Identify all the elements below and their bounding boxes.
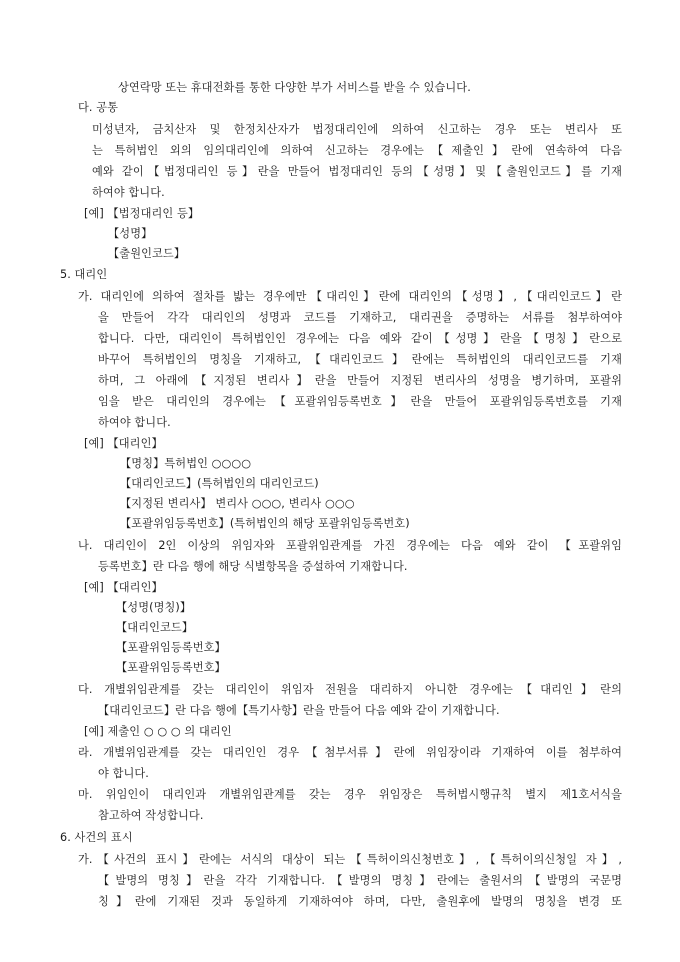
text-line: 예와 같이【법정대리인 등】란을 만들어 법정대리인 등의【성명】및【출원인코드】를 기재 bbox=[92, 165, 622, 178]
example-item: 【지정된 변리사】 변리사 ○○○, 변리사 ○○○ bbox=[120, 497, 355, 510]
text-line: 【발명의 명칭】란을 각각 기재합니다.【발명의 명칭】란에는 출원서의【발명의 국문명 bbox=[98, 874, 622, 887]
text-line: 다. 개별위임관계를 갖는 대리인이 위임자 전원을 대리하지 아니한 경우에는【대리인】란의 bbox=[78, 683, 622, 696]
text-line: 나. 대리인이 2인 이상의 위임자와 포괄위임관계를 가진 경우에는 다음 예와 같이 【포괄위임 bbox=[78, 539, 622, 552]
example-label: [예] 제출인 ○ ○ ○ 의 대리인 bbox=[84, 725, 232, 738]
text-line: 미성년자, 금치산자 및 한정치산자가 법정대리인에 의하여 신고하는 경우 또는 변리사 또 bbox=[92, 123, 622, 136]
section-heading: 다. 공통 bbox=[78, 101, 119, 114]
example-label: [예] 【대리인】 bbox=[84, 581, 163, 594]
text-line: 라. 개별위임관계를 갖는 대리인인 경우【첨부서류】란에 위임장이라 기재하여 이를 첨부하여 bbox=[78, 746, 622, 759]
example-label: [예] 【대리인】 bbox=[84, 437, 163, 450]
example-item: 【출원인코드】 bbox=[108, 247, 186, 260]
example-item: 【포괄위임등록번호】 bbox=[116, 641, 226, 654]
example-item: 【대리인코드】(특허법인의 대리인코드) bbox=[120, 477, 319, 490]
text-line: 을 만들어 각각 대리인의 성명과 코드를 기재하고, 대리권을 증명하는 서류를 첨부하여야 bbox=[98, 311, 622, 324]
example-item: 【포괄위임등록번호】 bbox=[116, 661, 226, 674]
section-heading: 6. 사건의 표시 bbox=[60, 831, 133, 844]
text-line: 하여야 합니다. bbox=[98, 416, 171, 429]
text-line: 하여야 합니다. bbox=[92, 186, 165, 199]
text-line: 야 합니다. bbox=[98, 767, 149, 780]
text-line: 참고하여 작성합니다. bbox=[98, 809, 204, 822]
section-heading: 5. 대리인 bbox=[60, 268, 108, 281]
example-item: 【포괄위임등록번호】(특허법인의 해당 포괄위임등록번호) bbox=[120, 517, 410, 530]
text-line: 가. 대리인에 의하여 절차를 밟는 경우에만【대리인】란에 대리인의【성명】,【대리인코드】란 bbox=[78, 290, 622, 303]
text-line: 임을 받은 대리인의 경우에는【포괄위임등록번호】란을 만들어 포괄위임등록번호를 기재 bbox=[98, 395, 622, 408]
example-item: 【대리인코드】 bbox=[116, 621, 194, 634]
text-line: 【대리인코드】란 다음 행에【특기사항】란을 만들어 다음 예와 같이 기재합니다. bbox=[98, 704, 500, 717]
text-line: 바꾸어 특허법인의 명칭을 기재하고,【대리인코드】란에는 특허법인의 대리인코드를 기재 bbox=[98, 353, 622, 366]
text-line: 합니다. 다만, 대리인이 특허법인인 경우에는 다음 예와 같이【성명】란을【명칭】란으로 bbox=[98, 332, 622, 345]
example-label: [예] 【법정대리인 등】 bbox=[84, 207, 200, 220]
example-item: 【성명(명칭)】 bbox=[116, 601, 192, 614]
text-line: 는 특허법인 외의 임의대리인에 의하여 신고하는 경우에는【제출인】란에 연속하여 다음 bbox=[92, 144, 622, 157]
text-line: 등록번호】란 다음 행에 해당 식별항목을 증설하여 기재합니다. bbox=[98, 560, 408, 573]
text-line: 하며, 그 아래에【지정된 변리사】란을 만들어 지정된 변리사의 성명을 병기하며, 포괄위 bbox=[98, 374, 622, 387]
example-item: 【성명】 bbox=[108, 227, 153, 240]
text-line: 상연락망 또는 휴대전화를 통한 다양한 부가 서비스를 받을 수 있습니다. bbox=[118, 81, 471, 94]
text-line: 마. 위임인이 대리인과 개별위임관계를 갖는 경우 위임장은 특허법시행규칙 별지 제1호서식을 bbox=[78, 788, 622, 801]
text-line: 칭】란에 기재된 것과 동일하게 기재하여야 하며, 다만, 출원후에 발명의 명칭을 변경 또 bbox=[98, 895, 622, 908]
example-item: 【명칭】특허법인 ○○○○ bbox=[120, 457, 252, 470]
text-line: 가.【사건의 표시】란에는 서식의 대상이 되는【특허이의신청번호】,【특허이의신청일 자】, bbox=[78, 853, 622, 866]
